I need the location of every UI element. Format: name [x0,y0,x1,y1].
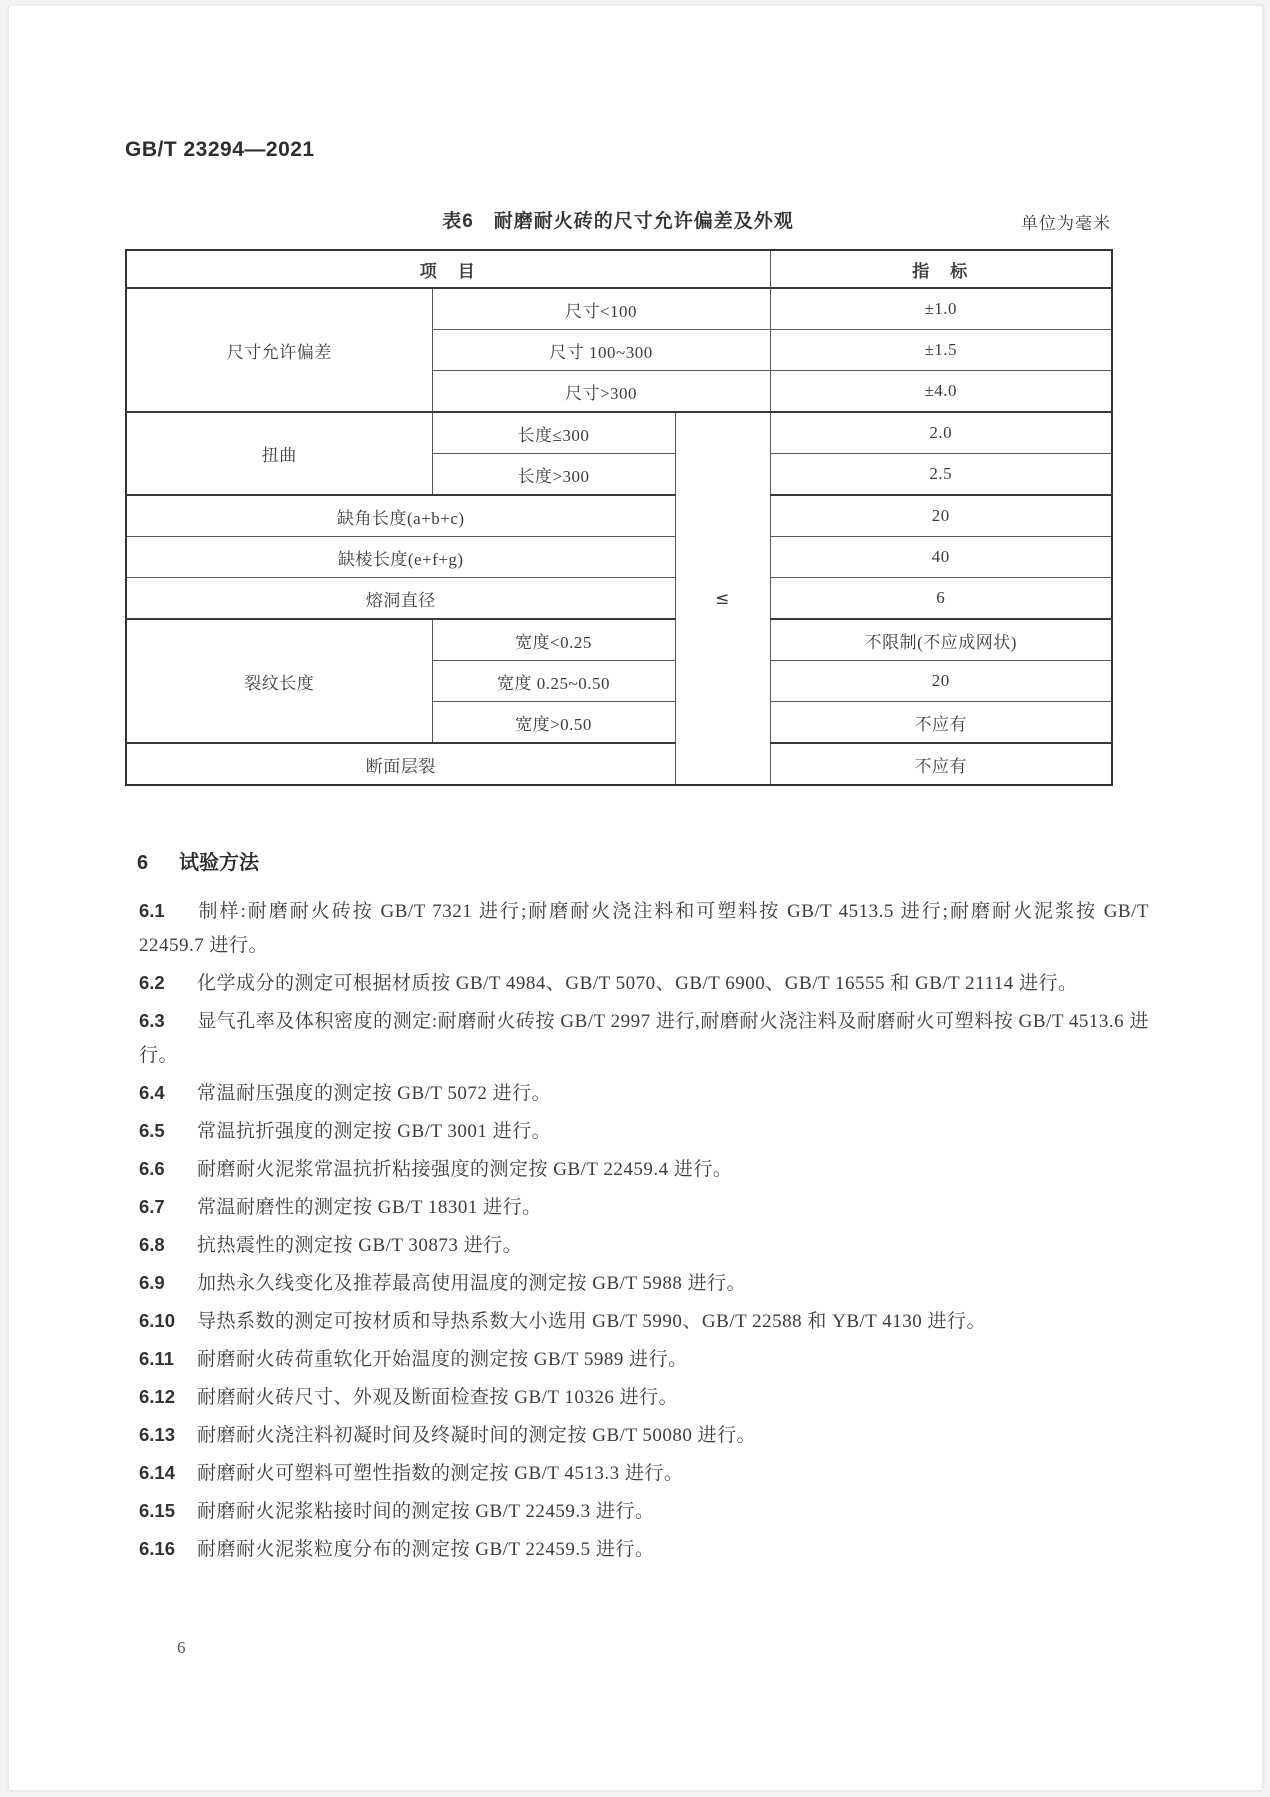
item-text: 常温抗折强度的测定按 GB/T 3001 进行。 [197,1121,552,1142]
section-heading [137,846,259,875]
method-item [139,1494,1149,1529]
table-caption: 表6 耐磨耐火砖的尺寸允许偏差及外观 [442,211,794,232]
condition-cell: 尺寸 100~300 [432,330,770,371]
table-unit-note: 单位为毫米 [1021,214,1111,233]
document-page [8,5,1263,1791]
method-item [139,1380,1149,1415]
item-number: 6.12 [139,1386,176,1407]
item-number: 6.14 [139,1462,176,1483]
row-label-edge-length: 缺棱长度(e+f+g) [126,537,675,578]
item-text: 耐磨耐火泥浆粒度分布的测定按 GB/T 22459.5 进行。 [197,1539,655,1560]
item-text: 耐磨耐火砖尺寸、外观及断面检查按 GB/T 10326 进行。 [197,1387,679,1408]
item-text: 化学成分的测定可根据材质按 GB/T 4984、GB/T 5070、GB/T 6900、GB/T 16555 和 GB/T 21114 进行。 [197,973,1078,994]
table-row [126,743,1112,785]
item-text: 导热系数的测定可按材质和导热系数大小选用 GB/T 5990、GB/T 22588 和 YB/T 4130 进行。 [197,1311,987,1332]
method-item [139,894,1149,963]
methods-list [139,894,1149,1570]
condition-cell: 尺寸>300 [432,371,770,413]
col-header-indicator: 指 标 [770,250,1112,288]
page-number: 6 [177,1638,186,1657]
table-row [126,537,1112,578]
item-number: 6.16 [139,1538,176,1559]
table-header-row [126,250,1112,288]
table-row [126,619,1112,661]
method-item [139,1266,1149,1301]
item-text: 显气孔率及体积密度的测定:耐磨耐火砖按 GB/T 2997 进行,耐磨耐火浇注料及耐磨耐火可塑料按 GB/T 4513.6 进行。 [139,1011,1149,1066]
item-text: 常温耐压强度的测定按 GB/T 5072 进行。 [197,1083,552,1104]
method-item [139,1456,1149,1491]
method-item [139,1532,1149,1567]
item-number: 6.15 [139,1500,176,1521]
item-text: 制样:耐磨耐火砖按 GB/T 7321 进行;耐磨耐火浇注料和可塑料按 GB/T 4513.5 进行;耐磨耐火泥浆按 GB/T 22459.7 进行。 [139,901,1149,956]
item-number: 6.5 [139,1120,165,1141]
item-number: 6.1 [139,900,165,921]
item-text: 耐磨耐火可塑料可塑性指数的测定按 GB/T 4513.3 进行。 [197,1463,684,1484]
indicator-cell: 20 [770,661,1112,702]
item-number: 6.8 [139,1234,165,1255]
method-item [139,1152,1149,1187]
item-number: 6.6 [139,1158,165,1179]
indicator-cell: 不应有 [770,702,1112,744]
table-row [126,288,1112,330]
method-item [139,1190,1149,1225]
method-item [139,966,1149,1001]
table-row [126,495,1112,537]
item-text: 耐磨耐火浇注料初凝时间及终凝时间的测定按 GB/T 50080 进行。 [197,1425,757,1446]
less-equal-symbol: ≤ [675,412,770,785]
method-item [139,1342,1149,1377]
table-row [126,412,1112,454]
item-number: 6.10 [139,1310,176,1331]
method-item [139,1304,1149,1339]
condition-cell: 长度>300 [432,454,675,496]
indicator-cell: 2.0 [770,412,1112,454]
item-number: 6.3 [139,1010,165,1031]
item-text: 常温耐磨性的测定按 GB/T 18301 进行。 [197,1197,542,1218]
item-text: 耐磨耐火砖荷重软化开始温度的测定按 GB/T 5989 进行。 [197,1349,688,1370]
item-number: 6.9 [139,1272,165,1293]
method-item [139,1418,1149,1453]
condition-cell: 宽度 0.25~0.50 [432,661,675,702]
spec-table [125,249,1113,786]
indicator-cell: 不限制(不应成网状) [770,619,1112,661]
indicator-cell: 不应有 [770,743,1112,785]
row-label-melt-hole: 熔洞直径 [126,578,675,620]
condition-cell: 长度≤300 [432,412,675,454]
doc-number: GB/T 23294—2021 [125,138,315,161]
indicator-cell: 40 [770,537,1112,578]
group-label-size-deviation: 尺寸允许偏差 [126,288,432,412]
section-number: 6 [137,852,149,874]
method-item [139,1114,1149,1149]
section-title: 试验方法 [179,852,259,874]
indicator-cell: ±4.0 [770,371,1112,413]
condition-cell: 尺寸<100 [432,288,770,330]
indicator-cell: 6 [770,578,1112,620]
item-number: 6.4 [139,1082,165,1103]
indicator-cell: 20 [770,495,1112,537]
method-item [139,1076,1149,1111]
group-label-crack-length: 裂纹长度 [126,619,432,743]
item-number: 6.2 [139,972,165,993]
item-text: 加热永久线变化及推荐最高使用温度的测定按 GB/T 5988 进行。 [197,1273,747,1294]
method-item [139,1228,1149,1263]
table-caption-row [125,206,1111,232]
row-label-corner-length: 缺角长度(a+b+c) [126,495,675,537]
condition-cell: 宽度>0.50 [432,702,675,744]
col-header-item: 项 目 [126,250,770,288]
method-item [139,1004,1149,1073]
table-row [126,578,1112,620]
item-text: 耐磨耐火泥浆常温抗折粘接强度的测定按 GB/T 22459.4 进行。 [197,1159,733,1180]
item-text: 抗热震性的测定按 GB/T 30873 进行。 [197,1235,523,1256]
item-number: 6.11 [139,1348,174,1369]
item-number: 6.13 [139,1424,176,1445]
item-text: 耐磨耐火泥浆粘接时间的测定按 GB/T 22459.3 进行。 [197,1501,655,1522]
group-label-twist: 扭曲 [126,412,432,495]
item-number: 6.7 [139,1196,165,1217]
indicator-cell: ±1.0 [770,288,1112,330]
indicator-cell: 2.5 [770,454,1112,496]
indicator-cell: ±1.5 [770,330,1112,371]
condition-cell: 宽度<0.25 [432,619,675,661]
row-label-section-crack: 断面层裂 [126,743,675,785]
